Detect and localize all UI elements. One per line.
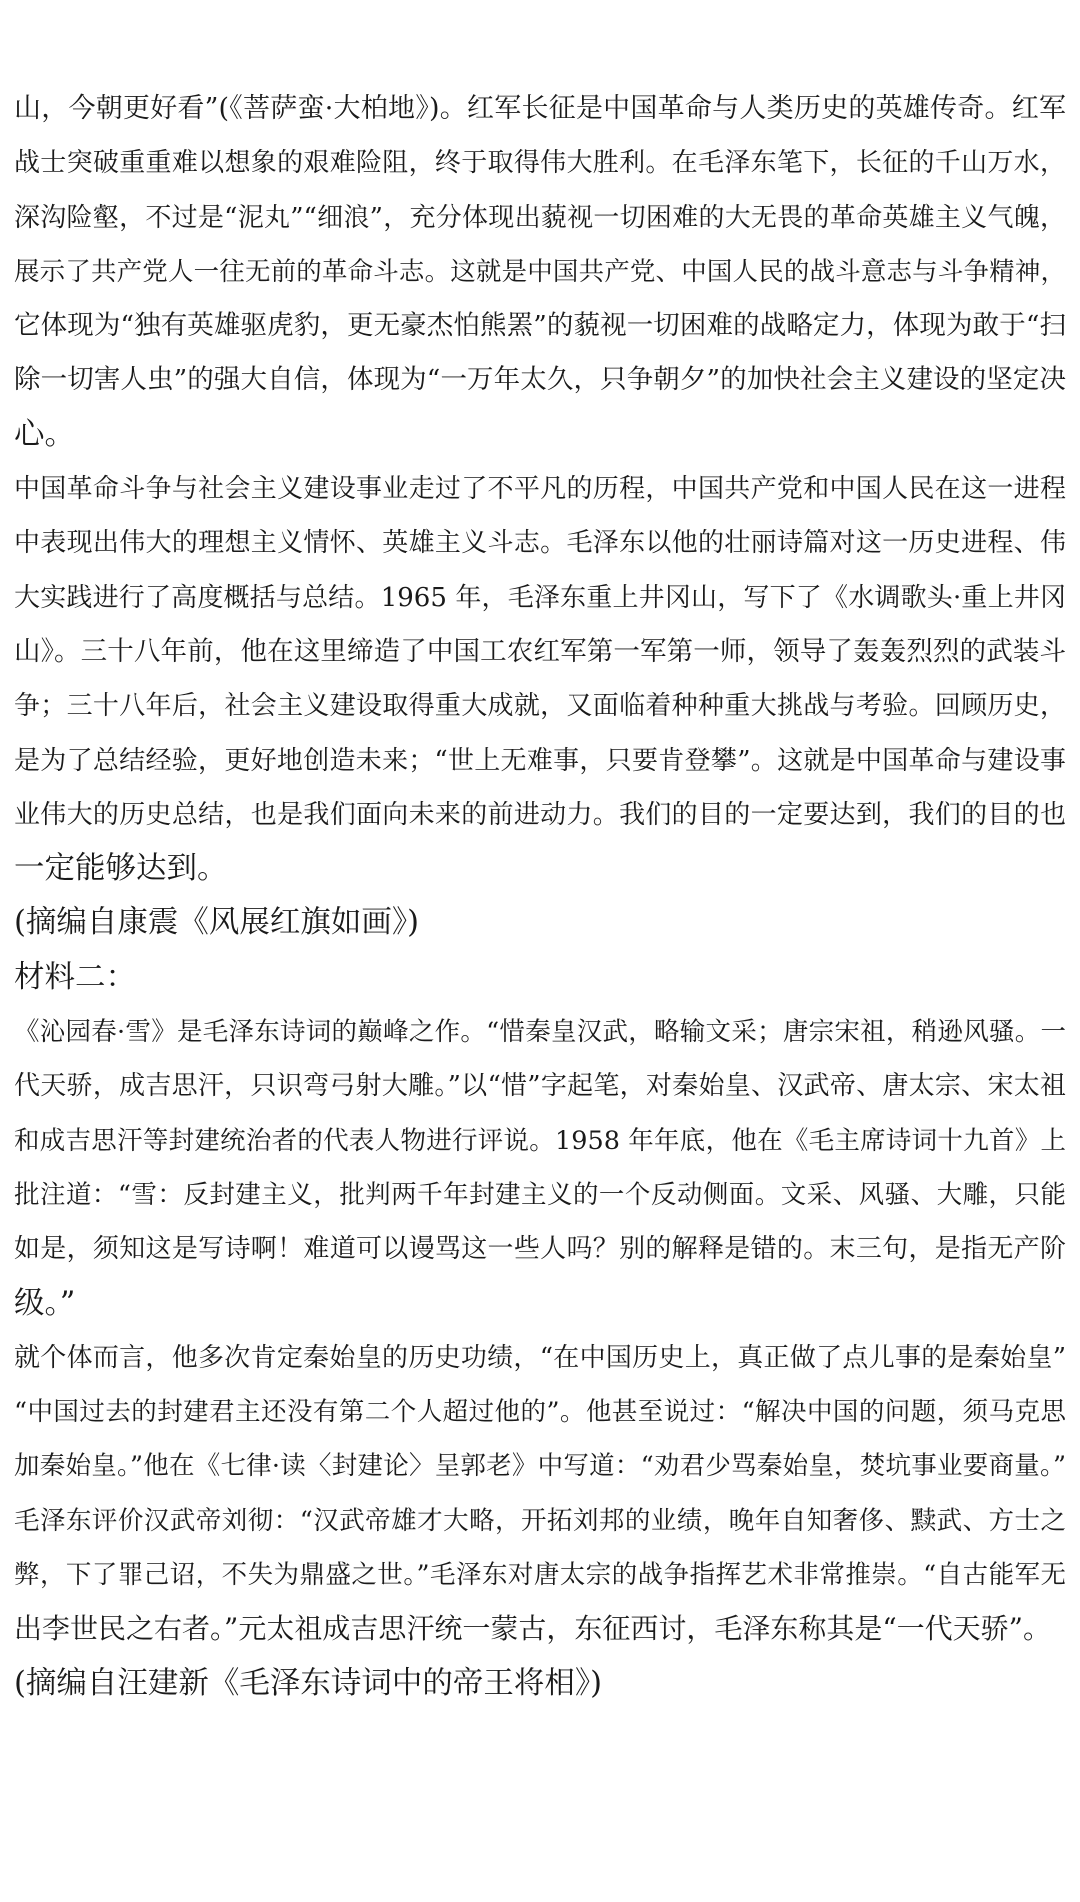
text-line: 一定能够达到。 (14, 851, 228, 887)
text-line: 除一切害人虫”的强大自信，体现为“一万年太久，只争朝夕”的加快社会主义建设的坚定决 (14, 364, 1066, 396)
text-line: 中国革命斗争与社会主义建设事业走过了不平凡的历程，中国共产党和中国人民在这一进程 (14, 474, 1066, 505)
text-line: 是为了总结经验，更好地创造未来；“世上无难事，只要肯登攀”。这就是中国革命与建设事 (14, 745, 1066, 776)
text-line: 心。 (14, 416, 75, 452)
text-line: 展示了共产党人一往无前的革命斗志。这就是中国共产党、中国人民的战斗意志与斗争精神， (14, 256, 1066, 287)
source-citation: (摘编自汪建新《毛泽东诗词中的帝王将相》) (14, 1665, 603, 1701)
text-line: 加秦始皇。”他在《七律·读〈封建论〉呈郭老》中写道：“劝君少骂秦始皇，焚坑事业要商量。” (14, 1451, 1066, 1482)
text-line: 如是，须知这是写诗啊！难道可以谩骂这一些人吗？别的解释是错的。末三句，是指无产阶 (14, 1234, 1066, 1265)
source-citation: (摘编自康震《风展红旗如画》) (14, 905, 420, 941)
text-line: 大实践进行了高度概括与总结。1965 年，毛泽东重上井冈山，写下了《水调歌头·重上井冈 (14, 582, 1066, 613)
document-body (14, 82, 1066, 1711)
text-line: 代天骄，成吉思汗，只识弯弓射大雕。”以“惜”字起笔，对秦始皇、汉武帝、唐太宗、宋太祖 (14, 1071, 1066, 1102)
text-line: 和成吉思汗等封建统治者的代表人物进行评说。1958 年年底，他在《毛主席诗词十九首》上 (14, 1125, 1066, 1156)
text-line: 弊，下了罪己诏，不失为鼎盛之世。”毛泽东对唐太宗的战争指挥艺术非常推崇。“自古能军无 (14, 1560, 1066, 1591)
text-line: 山》。三十八年前，他在这里缔造了中国工农红军第一军第一师，领导了轰轰烈烈的武装斗 (14, 635, 1066, 667)
text-line: 战士突破重重难以想象的艰难险阻，终于取得伟大胜利。在毛泽东笔下，长征的千山万水， (14, 148, 1066, 179)
text-line: 就个体而言，他多次肯定秦始皇的历史功绩，“在中国历史上，真正做了点儿事的是秦始皇” (14, 1342, 1066, 1373)
text-line: 批注道：“雪：反封建主义，批判两千年封建主义的一个反动侧面。文采、风骚、大雕，只能 (14, 1179, 1066, 1210)
text-line: 深沟险壑，不过是“泥丸”“细浪”，充分体现出藐视一切困难的大无畏的革命英雄主义气魄， (14, 202, 1066, 233)
text-line: 山，今朝更好看”(《菩萨蛮·大柏地》)。红军长征是中国革命与人类历史的英雄传奇。红军 (14, 93, 1066, 124)
text-line: 级。” (14, 1285, 76, 1321)
text-line: “中国过去的封建君主还没有第二个人超过他的”。他甚至说过：“解决中国的问题，须马克思 (14, 1397, 1066, 1428)
text-line: 毛泽东评价汉武帝刘彻：“汉武帝雄才大略，开拓刘邦的业绩，晚年自知奢侈、黩武、方士之 (14, 1505, 1066, 1536)
text-line: 《沁园春·雪》是毛泽东诗词的巅峰之作。“惜秦皇汉武，略输文采；唐宗宋祖，稍逊风骚。一 (14, 1017, 1066, 1048)
text-line: 中表现出伟大的理想主义情怀、英雄主义斗志。毛泽东以他的壮丽诗篇对这一历史进程、伟 (14, 528, 1066, 559)
section-heading: 材料二： (14, 959, 136, 995)
text-line: 争；三十八年后，社会主义建设取得重大成就，又面临着种种重大挑战与考验。回顾历史， (14, 691, 1066, 722)
text-line: 业伟大的历史总结，也是我们面向未来的前进动力。我们的目的一定要达到，我们的目的也 (14, 799, 1066, 830)
text-line: 它体现为“独有英雄驱虎豹，更无豪杰怕熊罴”的藐视一切困难的战略定力，体现为敢于“扫 (14, 310, 1066, 342)
text-line: 出李世民之右者。”元太祖成吉思汗统一蒙古，东征西讨，毛泽东称其是“一代天骄”。 (14, 1612, 1051, 1646)
